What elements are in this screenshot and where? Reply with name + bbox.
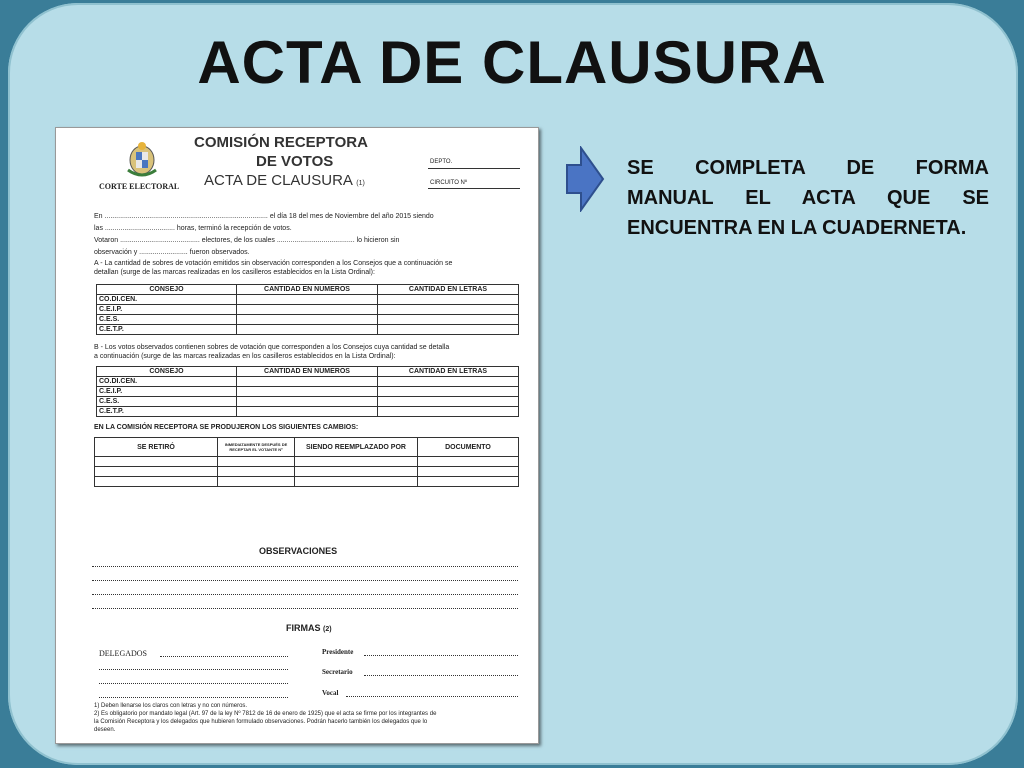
firmas-title: FIRMAS — [286, 623, 321, 633]
secretario-label: Secretario — [322, 668, 353, 676]
doc-paragraph-3: Votaron ......................................... electores, de los cuales ........................................ lo hicieron sin — [94, 237, 400, 244]
doc-header-3-row — [204, 172, 365, 189]
consejo-cell: C.E.T.P. — [97, 325, 237, 335]
doc-paragraph-1: En .................................................................................... el día 18 del mes de Noviembre del año 2015 siendo — [94, 213, 434, 220]
footnote-2: 2) Es obligatorio por mandato legal (Art. 97 de la ley Nº 7812 de 16 de enero de 1925) que el acta se firme por los integrantes de — [94, 711, 437, 717]
note-line-2: MANUAL EL ACTA QUE SE — [627, 187, 989, 209]
consejo-cell: C.E.T.P. — [97, 407, 237, 417]
table-row — [97, 397, 519, 407]
table-row — [97, 325, 519, 335]
changes-header-documento: DOCUMENTO — [418, 438, 519, 457]
consejo-cell: C.E.I.P. — [97, 387, 237, 397]
table-row — [97, 407, 519, 417]
firmas-row — [286, 623, 332, 633]
section-a-line-1: A - La cantidad de sobres de votación emitidos sin observación corresponden a los Consejos que a continuación se — [94, 260, 453, 267]
doc-header-3-ref: (1) — [356, 180, 365, 187]
firmas-ref: (2) — [323, 626, 332, 633]
changes-header-retiro: SE RETIRÓ — [95, 438, 218, 457]
delegados-line — [99, 683, 288, 684]
obs-line — [92, 580, 518, 581]
presidente-line — [364, 655, 518, 656]
obs-line — [92, 566, 518, 567]
footnote-1: 1) Deben llenarse los claros con letras y no con números. — [94, 703, 248, 709]
vocal-line — [346, 696, 518, 697]
changes-title: EN LA COMISIÓN RECEPTORA SE PRODUJERON LOS SIGUIENTES CAMBIOS: — [94, 424, 359, 431]
obs-line — [92, 608, 518, 609]
presidente-label: Presidente — [322, 648, 354, 656]
footnote-3: la Comisión Receptora y los delegados que hubieren formulado observaciones. Podrán hacerlo también los delegados que lo — [94, 719, 428, 725]
table-a-header-consejo: CONSEJO — [97, 285, 237, 295]
table-b-header-letras: CANTIDAD EN LETRAS — [378, 367, 519, 377]
acta-document-image — [55, 127, 539, 744]
table-row — [95, 457, 519, 467]
consejo-cell: C.E.S. — [97, 397, 237, 407]
depto-line — [428, 168, 520, 169]
table-a-header-letras: CANTIDAD EN LETRAS — [378, 285, 519, 295]
consejo-cell: CO.DI.CEN. — [97, 295, 237, 305]
right-arrow-icon — [565, 146, 605, 212]
consejo-cell: CO.DI.CEN. — [97, 377, 237, 387]
consejos-table-b — [96, 366, 519, 417]
note-line-1: SE COMPLETA DE FORMA — [627, 157, 989, 179]
secretario-line — [364, 675, 518, 676]
obs-line — [92, 594, 518, 595]
table-b-header-consejo: CONSEJO — [97, 367, 237, 377]
doc-paragraph-2: las .................................... horas, terminó la recepción de votos. — [94, 225, 292, 232]
observaciones-title: OBSERVACIONES — [259, 546, 338, 556]
doc-header-2: DE VOTOS — [256, 153, 334, 170]
doc-header-1: COMISIÓN RECEPTORA — [194, 134, 368, 151]
circuito-label: CIRCUITO Nº — [430, 180, 468, 186]
table-row — [97, 305, 519, 315]
delegados-line — [99, 697, 288, 698]
table-row — [95, 477, 519, 487]
note-line-3: ENCUENTRA EN LA CUADERNETA. — [627, 217, 967, 239]
circuito-line — [428, 188, 520, 189]
table-row — [97, 295, 519, 305]
vocal-label: Vocal — [322, 689, 339, 697]
delegados-line — [160, 656, 288, 657]
consejo-cell: C.E.I.P. — [97, 305, 237, 315]
consejo-cell: C.E.S. — [97, 315, 237, 325]
section-b-line-1: B - Los votos observados contienen sobres de votación que corresponden a los Consejos cuya cantidad se detalla — [94, 344, 450, 351]
depto-label: DEPTO. — [430, 159, 453, 165]
changes-header-reemplazo: SIENDO REEMPLAZADO POR — [295, 438, 418, 457]
changes-table — [94, 437, 519, 487]
doc-paragraph-4: observación y ......................... fueron observados. — [94, 249, 250, 256]
consejos-table-a — [96, 284, 519, 335]
table-row — [95, 467, 519, 477]
table-b-header-numeros: CANTIDAD EN NUMEROS — [237, 367, 378, 377]
section-b-line-2: a continuación (surge de las marcas realizadas en los casilleros establecidos en la Lista Ordinal): — [94, 353, 396, 360]
changes-header-votante: INMEDIATAMENTE DESPUÉS DE RECEPTAR EL VOTANTE Nº — [218, 438, 295, 457]
table-a-header-numeros: CANTIDAD EN NUMEROS — [237, 285, 378, 295]
table-row — [97, 315, 519, 325]
corte-electoral-caption: CORTE ELECTORAL — [99, 182, 180, 191]
delegados-line — [99, 669, 288, 670]
coat-of-arms-logo — [124, 140, 160, 180]
section-a-line-2: detallan (surge de las marcas realizadas en los casilleros establecidos en la Lista Ordinal): — [94, 269, 375, 276]
delegados-label: DELEGADOS — [99, 649, 147, 658]
slide-title: ACTA DE CLAUSURA — [197, 29, 827, 96]
doc-header-3: ACTA DE CLAUSURA — [204, 172, 353, 189]
table-row — [97, 387, 519, 397]
footnote-4: deseen. — [94, 727, 116, 733]
table-row — [97, 377, 519, 387]
instruction-note — [627, 153, 989, 243]
